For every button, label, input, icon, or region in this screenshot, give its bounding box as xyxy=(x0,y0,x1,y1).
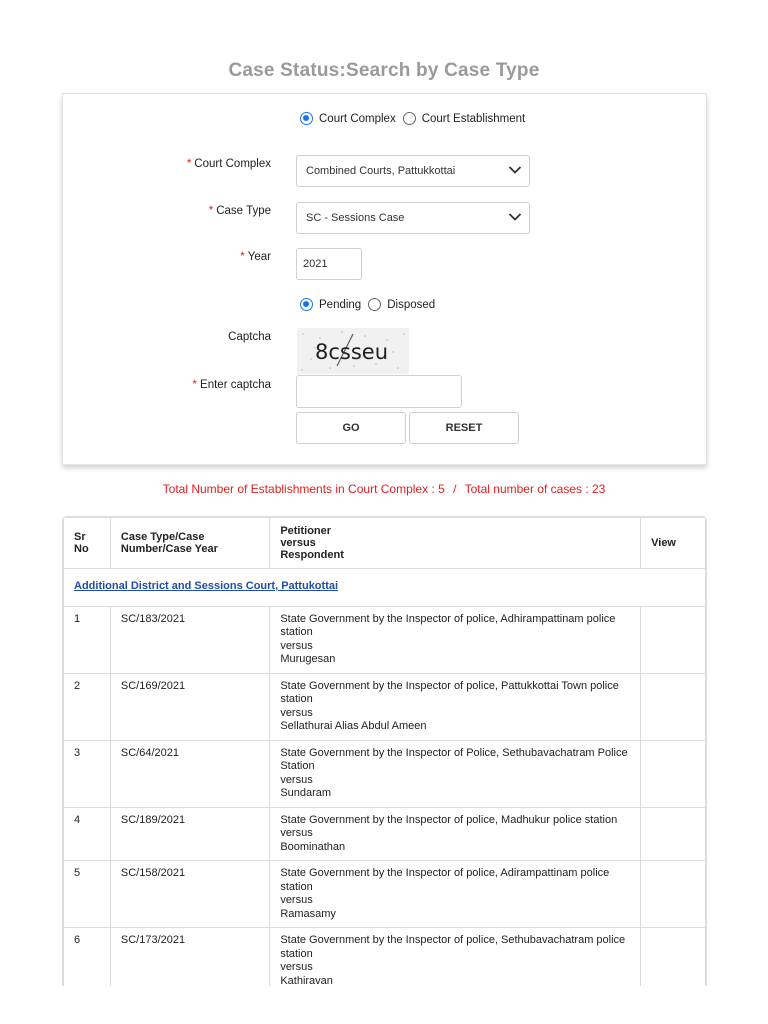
respondent-text: Murugesan xyxy=(280,653,336,665)
year-input[interactable]: 2021 xyxy=(296,248,362,280)
table-row xyxy=(64,740,706,807)
disposed-radio[interactable] xyxy=(368,298,381,311)
captcha-image xyxy=(297,328,409,374)
captcha-text: 8csseu xyxy=(315,340,389,364)
court-complex-label: * Court Complex xyxy=(186,158,271,170)
court-establishment-radio[interactable] xyxy=(403,112,416,125)
parties-cell xyxy=(270,740,641,807)
table-row xyxy=(64,807,706,861)
view-cell[interactable] xyxy=(641,861,706,928)
table-row xyxy=(64,928,706,987)
respondent-text: Boominathan xyxy=(280,840,346,853)
status-radio-group xyxy=(300,298,442,311)
sr-no-cell: 3 xyxy=(64,740,111,807)
respondent-text: Ramasamy xyxy=(280,907,336,920)
totals-separator: / xyxy=(453,482,457,496)
petitioner-text: State Government by the Inspector of police, Adirampattinam police station xyxy=(280,867,610,893)
chevron-down-icon xyxy=(508,212,522,222)
view-cell[interactable] xyxy=(641,740,706,807)
sr-no-cell: 1 xyxy=(64,606,111,673)
sr-no-cell: 2 xyxy=(64,673,111,740)
page-title: Case Status:Search by Case Type xyxy=(228,60,540,81)
court-complex-select[interactable] xyxy=(296,155,530,187)
versus-text: versus xyxy=(280,706,313,719)
court-complex-select-value: Combined Courts, Pattukkottai xyxy=(306,165,456,177)
go-button[interactable]: GO xyxy=(296,412,406,444)
year-label: * Year xyxy=(240,251,271,263)
sr-no-cell: 4 xyxy=(64,807,111,861)
results-table-container xyxy=(62,516,707,986)
search-mode-radio-group xyxy=(300,112,532,125)
totals-line xyxy=(0,482,768,496)
sr-no-header: Sr No xyxy=(64,518,111,569)
sr-no-cell: 5 xyxy=(64,861,111,928)
captcha-noise xyxy=(297,328,409,374)
court-group-link[interactable]: Additional District and Sessions Court, Pattukottai xyxy=(74,580,339,592)
parties-cell xyxy=(270,861,641,928)
cases-total-label: Total number of cases : xyxy=(464,482,589,496)
table-row xyxy=(64,673,706,740)
case-number-cell: SC/189/2021 xyxy=(110,807,269,861)
pending-radio[interactable] xyxy=(300,298,313,311)
respondent-text: Sellathurai Alias Abdul Ameen xyxy=(280,720,427,732)
court-group-row xyxy=(64,569,706,607)
table-header-row xyxy=(64,518,706,569)
petitioner-text: State Government by the Inspector of Police, Sethubavachatram Police Station xyxy=(280,746,628,772)
parties-cell xyxy=(270,673,641,740)
case-type-select[interactable] xyxy=(296,202,530,234)
case-number-cell: SC/173/2021 xyxy=(110,928,269,987)
view-cell[interactable] xyxy=(641,807,706,861)
disposed-radio-label[interactable]: Disposed xyxy=(387,298,436,311)
sr-no-cell: 6 xyxy=(64,928,111,987)
petitioner-text: State Government by the Inspector of police, Pattukkottai Town police station xyxy=(280,679,619,705)
view-header: View xyxy=(641,518,706,569)
enter-captcha-input[interactable] xyxy=(296,375,462,408)
versus-text: versus xyxy=(280,773,313,786)
pending-radio-label[interactable]: Pending xyxy=(319,298,362,311)
view-cell[interactable] xyxy=(641,928,706,987)
cases-total-count: 23 xyxy=(592,482,606,496)
case-header: Case Type/Case Number/Case Year xyxy=(110,518,269,569)
view-cell[interactable] xyxy=(641,673,706,740)
court-complex-radio[interactable] xyxy=(300,112,313,125)
case-type-label: * Case Type xyxy=(208,205,271,217)
enter-captcha-label: * Enter captcha xyxy=(192,379,271,391)
petitioner-text: State Government by the Inspector of police, Madhukur police station xyxy=(280,813,618,826)
court-complex-radio-label[interactable]: Court Complex xyxy=(319,112,396,125)
establishments-total-label: Total Number of Establishments in Court Complex : xyxy=(162,482,435,496)
petitioner-text: State Government by the Inspector of police, Adhirampattinam police station xyxy=(280,612,616,638)
versus-text: versus xyxy=(280,827,313,839)
parties-header: Petitioner versus Respondent xyxy=(270,518,641,569)
case-number-cell: SC/64/2021 xyxy=(110,740,269,807)
versus-text: versus xyxy=(280,961,313,973)
petitioner-text: State Government by the Inspector of police, Sethubavachatram police station xyxy=(280,934,626,960)
table-row xyxy=(64,861,706,928)
respondent-text: Sundaram xyxy=(280,787,332,799)
versus-text: versus xyxy=(280,639,313,652)
establishments-total-count: 5 xyxy=(438,482,445,496)
results-table xyxy=(63,517,706,986)
case-number-cell: SC/169/2021 xyxy=(110,673,269,740)
versus-text: versus xyxy=(280,894,313,906)
parties-cell xyxy=(270,928,641,987)
captcha-label: Captcha xyxy=(228,331,271,343)
case-number-cell: SC/158/2021 xyxy=(110,861,269,928)
parties-cell xyxy=(270,606,641,673)
case-number-cell: SC/183/2021 xyxy=(110,606,269,673)
parties-cell xyxy=(270,807,641,861)
table-row xyxy=(64,606,706,673)
case-type-select-value: SC - Sessions Case xyxy=(306,212,405,224)
view-cell[interactable] xyxy=(641,606,706,673)
chevron-down-icon xyxy=(508,165,522,175)
court-establishment-radio-label[interactable]: Court Establishment xyxy=(421,112,526,125)
respondent-text: Kathiravan xyxy=(280,974,333,986)
reset-button[interactable]: RESET xyxy=(409,412,519,444)
search-form-card xyxy=(62,93,707,465)
